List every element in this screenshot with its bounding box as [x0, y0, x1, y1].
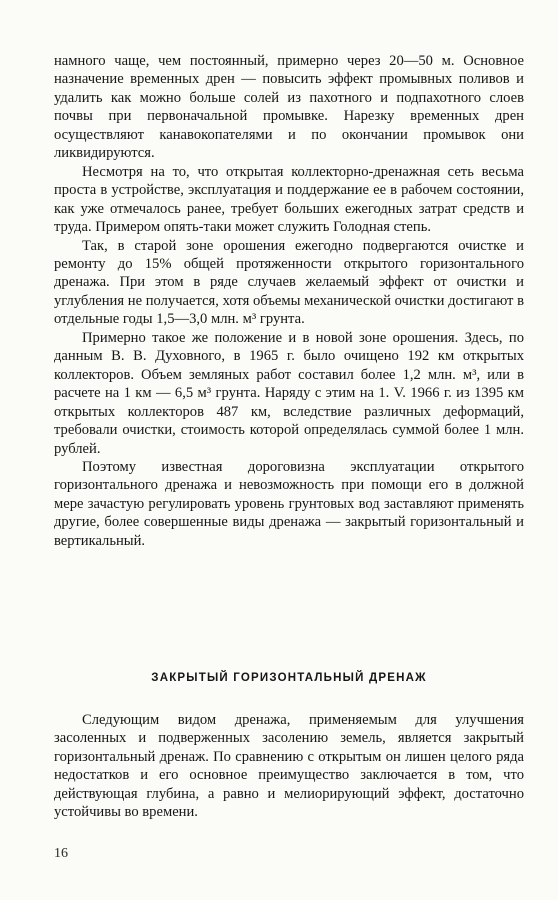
page-number: 16	[54, 846, 68, 861]
section-heading: ЗАКРЫТЫЙ ГОРИЗОНТАЛЬНЫЙ ДРЕНАЖ	[151, 672, 427, 684]
paragraph: Так, в старой зоне орошения ежегодно подвергаются очистке и ремонту до 15% общей протяженности открытого горизонтального дренажа. При этом в ряде случаев желаемый эффект от очистки и углубления не получается, хотя объемы механической очистки достигают в отдельные годы 1,5—3,0 млн. м³ грунта.	[54, 237, 524, 328]
section-body-text	[54, 711, 524, 822]
paragraph-continuation: намного чаще, чем постоянный, примерно через 20—50 м. Основное назначение временных дрен — повысить эффект промывных поливов и удалить как можно больше солей из пахотного и подпахотного слоев почвы при первоначальной промывке. Нарезку временных дрен осуществляют канавокопателями и по окончании промывок они ликвидируются.	[54, 53, 524, 162]
paragraph: Несмотря на то, что открытая коллекторно-дренажная сеть весьма проста в устройстве, эксплуатация и поддержание ее в рабочем состоянии, как уже отмечалось ранее, требует больших ежегодных затрат средств и труда. Примером опять-таки может служить Голодная степь.	[54, 163, 524, 236]
paragraph: Следующим видом дренажа, применяемым для улучшения засоленных и подверженных засолению земель, является закрытый горизонтальный дренаж. По сравнению с открытым он лишен целого ряда недостатков и его основное преимущество заключается в том, что действующая глубина, а равно и мелиорирующий эффект, достаточно устойчивы во времени.	[54, 712, 524, 821]
paragraph: Поэтому известная дороговизна эксплуатации открытого горизонтального дренажа и невозможность при помощи его в должной мере зачастую регулировать уровень грунтовых вод заставляют применять другие, более совершенные виды дренажа — закрытый горизонтальный и вертикальный.	[54, 458, 524, 549]
body-text	[54, 52, 524, 550]
paragraph: Примерно такое же положение и в новой зоне орошения. Здесь, по данным В. В. Духовного, в 1965 г. было очищено 192 км открытых коллекторов. Объем земляных работ составил более 1,2 млн. м³, или в расчете на 1 км — 6,5 м³ грунта. Наряду с этим на 1. V. 1966 г. из 1395 км открытых коллекторов 487 км, вследствие различных деформаций, требовали очистки, стоимость которой определялась суммой более 1 млн. рублей.	[54, 329, 524, 457]
